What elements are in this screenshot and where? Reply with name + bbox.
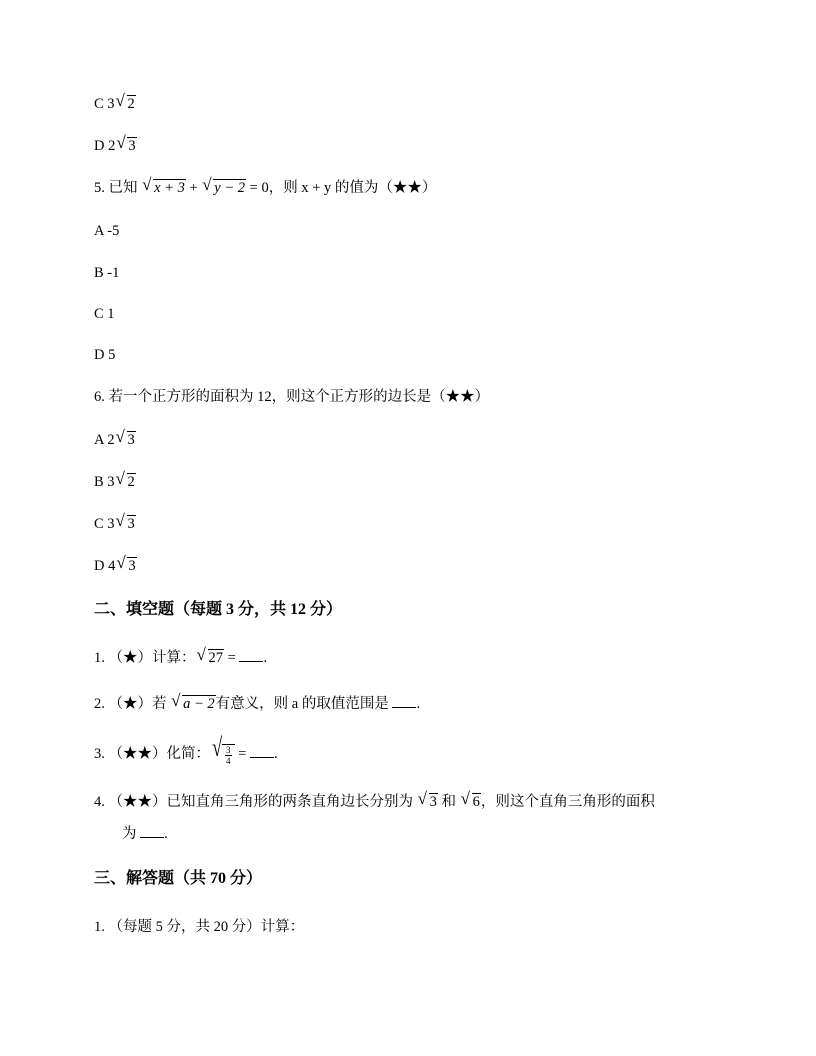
solve-item-1: 1. （每题 5 分，共 20 分）计算： — [94, 919, 305, 935]
sqrt-symbol: √ 3 — [116, 133, 136, 154]
sqrt-symbol: √ 3 — [115, 511, 135, 532]
equals-zero: = 0 — [249, 180, 269, 196]
sqrt-x-plus-3: √ x + 3 — [142, 175, 185, 196]
q6-stem: 6. 若一个正方形的面积为 12，则这个正方形的边长是（★★） — [94, 389, 490, 405]
fill-item-1: 1. （★）计算： √ 27 = . — [94, 645, 268, 666]
sqrt-3: √ 3 — [417, 789, 437, 810]
q6-option-c: C 3 √ 3 — [94, 511, 135, 532]
q5-stem — [94, 175, 437, 198]
fill-item-4: 4. （★★）已知直角三角形的两条直角边长分别为 √ 3 和 √ 6，则这个直角三角形的面积 — [94, 789, 655, 810]
sqrt-27: √ 27 — [196, 645, 223, 666]
q5-option-c: C 1 — [94, 306, 115, 322]
q6-option-d: D 4 √ 3 — [94, 553, 136, 574]
option-letter: D — [94, 138, 105, 154]
fill-item-4-cont: 为 . — [122, 823, 168, 844]
answer-blank — [250, 743, 274, 758]
option-coefficient: 3 — [107, 96, 115, 112]
sqrt-symbol: √ 3 — [115, 427, 135, 448]
plus-sign: + — [189, 180, 198, 196]
sqrt-fraction: √ $\frac{3}{4}$ — [210, 744, 235, 766]
q4-option-c — [94, 91, 136, 114]
q5-suffix: ，则 x + y 的值为（★★） — [268, 180, 437, 196]
q5-option-d: D 5 — [94, 347, 116, 363]
section3-heading: 三、解答题（共 70 分） — [94, 870, 263, 887]
sqrt-y-minus-2: √ y − 2 — [202, 175, 246, 196]
answer-blank — [239, 647, 263, 662]
answer-blank — [392, 693, 416, 708]
q6-option-a: A 2 √ 3 — [94, 427, 135, 448]
fill-item-3: 3. （★★）化简： √ $\frac{3}{4}$ = . — [94, 732, 278, 766]
q5-option-b: B -1 — [94, 265, 120, 281]
sqrt-a-minus-2: √ a − 2 — [171, 691, 215, 712]
q6-option-b: B 3 √ 2 — [94, 469, 135, 490]
section2-heading: 二、填空题（每题 3 分，共 12 分） — [94, 601, 343, 618]
option-letter: C — [94, 96, 104, 112]
q5-option-a: A -5 — [94, 223, 120, 239]
q4-option-d — [94, 133, 137, 156]
sqrt-symbol: √ 3 — [116, 553, 136, 574]
answer-blank — [140, 823, 164, 838]
fill-item-2: 2. （★）若 √ a − 2有意义，则 a 的取值范围是 . — [94, 691, 421, 712]
q5-prefix: 5. 已知 — [94, 180, 138, 196]
sqrt-6: √ 6 — [460, 789, 480, 810]
sqrt-symbol: √ 2 — [115, 91, 135, 112]
sqrt-symbol: √ 2 — [115, 469, 135, 490]
option-coefficient: 2 — [108, 138, 116, 154]
